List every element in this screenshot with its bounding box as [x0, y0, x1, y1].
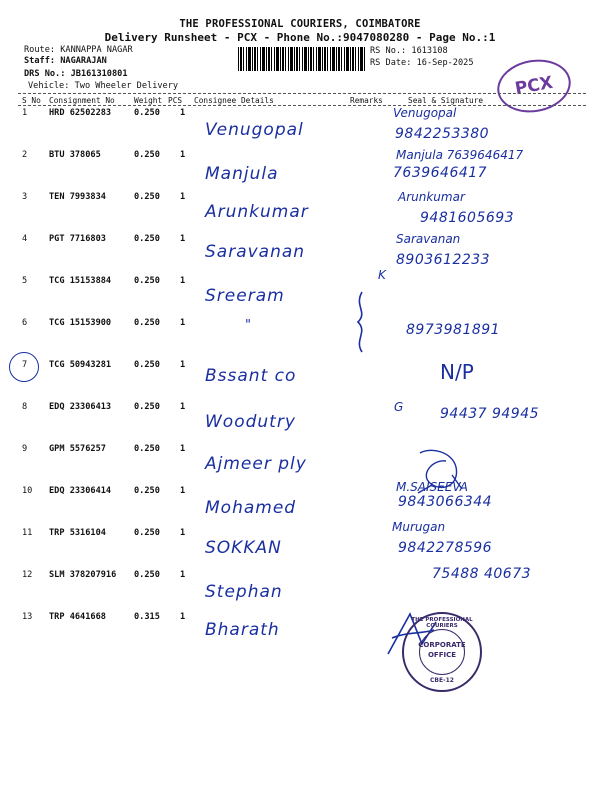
- runsheet-subtitle: Delivery Runsheet - PCX - Phone No.:9047080280 - Page No.:1: [104, 31, 496, 44]
- row-weight: 0.315: [134, 612, 160, 622]
- col-remarks: Remarks: [350, 96, 383, 105]
- row-consignment-number: TEN 7993834: [49, 192, 106, 202]
- vehicle-value: Two Wheeler Delivery: [74, 81, 179, 91]
- row-phone: 8973981891: [406, 322, 501, 338]
- col-pcs: PCS: [168, 96, 183, 105]
- row-signature: M.SAISEEVA: [396, 480, 468, 494]
- row-phone: 94437 94945: [440, 406, 540, 422]
- rs-date-value: 16-Sep-2025: [416, 58, 474, 68]
- corporate-office-seal: [402, 612, 482, 692]
- row-consignee-name: ": [245, 318, 252, 333]
- row-consignee-name: Manjula: [205, 164, 279, 184]
- row-pcs: 1: [180, 360, 186, 370]
- row-consignee-name: Bssant co: [205, 366, 297, 386]
- staff-label: Staff:: [24, 56, 56, 66]
- row-signature: Murugan: [392, 520, 446, 534]
- row-consignee-name: Woodutry: [205, 412, 296, 432]
- row-serial-number: 9: [22, 444, 28, 454]
- row-consignment-number: EDQ 23306413: [49, 402, 112, 412]
- rs-no-value: 1613108: [411, 46, 448, 56]
- row-consignment-number: TCG 15153884: [49, 276, 112, 286]
- row-pcs: 1: [180, 528, 186, 538]
- row-consignee-name: Arunkumar: [205, 202, 309, 222]
- row-consignee-name: Venugopal: [205, 120, 304, 140]
- row-consignment-number: TRP 5316104: [49, 528, 106, 538]
- bracket-mark: [352, 290, 372, 354]
- header-top-rule: [18, 93, 586, 94]
- row-pcs: 1: [180, 234, 186, 244]
- row-serial-number: 1: [22, 108, 28, 118]
- row-phone: 9481605693: [420, 210, 515, 226]
- row-pcs: 1: [180, 192, 186, 202]
- staff-line: [24, 56, 107, 66]
- row-signature: K: [378, 268, 386, 282]
- row-consignment-number: TRP 4641668: [49, 612, 106, 622]
- row-consignment-number: EDQ 23306414: [49, 486, 112, 496]
- row-serial-number: 5: [22, 276, 28, 286]
- row-consignee-name: Mohamed: [205, 498, 297, 518]
- col-seal-signature: Seal & Signature: [408, 96, 484, 105]
- row-serial-number: 2: [22, 150, 28, 160]
- seal-city: CBE-12: [430, 677, 454, 684]
- row-signature: Manjula 7639646417: [396, 148, 524, 162]
- row-consignment-number: BTU 378065: [49, 150, 101, 160]
- row-pcs: 1: [180, 108, 186, 118]
- row-consignee-name: Saravanan: [205, 242, 306, 262]
- row-pcs: 1: [180, 318, 186, 328]
- row-weight: 0.250: [134, 402, 160, 412]
- row-pcs: 1: [180, 276, 186, 286]
- drs-value: JB161310801: [70, 69, 128, 79]
- rs-date-line: [370, 58, 474, 68]
- row-signature: Saravanan: [396, 232, 461, 246]
- rs-date-label: RS Date:: [370, 58, 412, 68]
- pcx-stamp: PCX: [493, 54, 575, 118]
- row-consignee-name: Stephan: [205, 582, 283, 602]
- route-label: Route:: [24, 45, 56, 55]
- row-signature: G: [394, 400, 404, 414]
- company-title: THE PROFESSIONAL COURIERS, COIMBATORE: [179, 18, 421, 30]
- row-consignment-number: HRD 62502283: [49, 108, 112, 118]
- row-consignee-name: SOKKAN: [205, 538, 282, 558]
- route-value: KANNAPPA NAGAR: [60, 45, 133, 55]
- rs-no-label: RS No.:: [370, 46, 407, 56]
- row-signature: N/P: [440, 360, 474, 384]
- staff-value: NAGARAJAN: [60, 56, 107, 66]
- row-consignment-number: SLM 378207916: [49, 570, 117, 580]
- col-consignment: Consignment No: [49, 96, 115, 105]
- col-weight: Weight: [134, 96, 163, 105]
- row-phone: 75488 40673: [432, 566, 532, 582]
- row-weight: 0.250: [134, 360, 160, 370]
- row-serial-number: 13: [22, 612, 33, 622]
- vehicle-label: Vehicle:: [28, 81, 70, 91]
- row-serial-number: 12: [22, 570, 33, 580]
- row-consignment-number: GPM 5576257: [49, 444, 106, 454]
- row-pcs: 1: [180, 486, 186, 496]
- row-weight: 0.250: [134, 570, 160, 580]
- row-phone: 9842253380: [395, 126, 490, 142]
- row-weight: 0.250: [134, 192, 160, 202]
- row-pcs: 1: [180, 444, 186, 454]
- row-serial-number: 6: [22, 318, 28, 328]
- row-serial-number: 4: [22, 234, 28, 244]
- seal-center-bottom: OFFICE: [427, 651, 457, 659]
- row-serial-number: 7: [22, 360, 28, 370]
- drs-label: DRS No.:: [24, 69, 66, 79]
- row-pcs: 1: [180, 570, 186, 580]
- vehicle-line: [28, 81, 178, 91]
- row-consignee-name: Sreeram: [205, 286, 285, 306]
- route-line: [24, 45, 133, 55]
- row-weight: 0.250: [134, 276, 160, 286]
- row-serial-number: 10: [22, 486, 33, 496]
- row-signature: Venugopal: [393, 106, 457, 120]
- row-weight: 0.250: [134, 444, 160, 454]
- row-weight: 0.250: [134, 108, 160, 118]
- row-signature: Arunkumar: [398, 190, 465, 204]
- rs-no-line: [370, 46, 448, 56]
- row-pcs: 1: [180, 402, 186, 412]
- seal-ring-text: THE PROFESSIONAL COURIERS: [411, 617, 473, 629]
- row-pcs: 1: [180, 150, 186, 160]
- row-weight: 0.250: [134, 150, 160, 160]
- row-serial-number: 11: [22, 528, 33, 538]
- col-consignee: Consignee Details: [194, 96, 274, 105]
- row-phone: 8903612233: [396, 252, 491, 268]
- drs-line: [24, 69, 128, 79]
- col-sno: S No: [22, 96, 41, 105]
- row-weight: 0.250: [134, 234, 160, 244]
- header-bottom-rule: [18, 105, 586, 106]
- row-serial-number: 3: [22, 192, 28, 202]
- row-weight: 0.250: [134, 528, 160, 538]
- scribble-signature-row9: [412, 445, 466, 495]
- row-phone: 9843066344: [398, 494, 493, 510]
- row-phone: 9842278596: [398, 540, 493, 556]
- row-pcs: 1: [180, 612, 186, 622]
- row-consignment-number: TCG 15153900: [49, 318, 112, 328]
- row-weight: 0.250: [134, 486, 160, 496]
- row-serial-number: 8: [22, 402, 28, 412]
- runsheet-barcode: [238, 47, 366, 71]
- row-phone: 7639646417: [393, 165, 488, 181]
- row-consignee-name: Ajmeer ply: [205, 454, 307, 474]
- row-consignee-name: Bharath: [205, 620, 280, 640]
- row-consignment-number: TCG 50943281: [49, 360, 112, 370]
- row-7-circle-mark: [9, 352, 39, 382]
- seal-center-top: CORPORATE: [418, 641, 466, 649]
- row-weight: 0.250: [134, 318, 160, 328]
- row-consignment-number: PGT 7716803: [49, 234, 106, 244]
